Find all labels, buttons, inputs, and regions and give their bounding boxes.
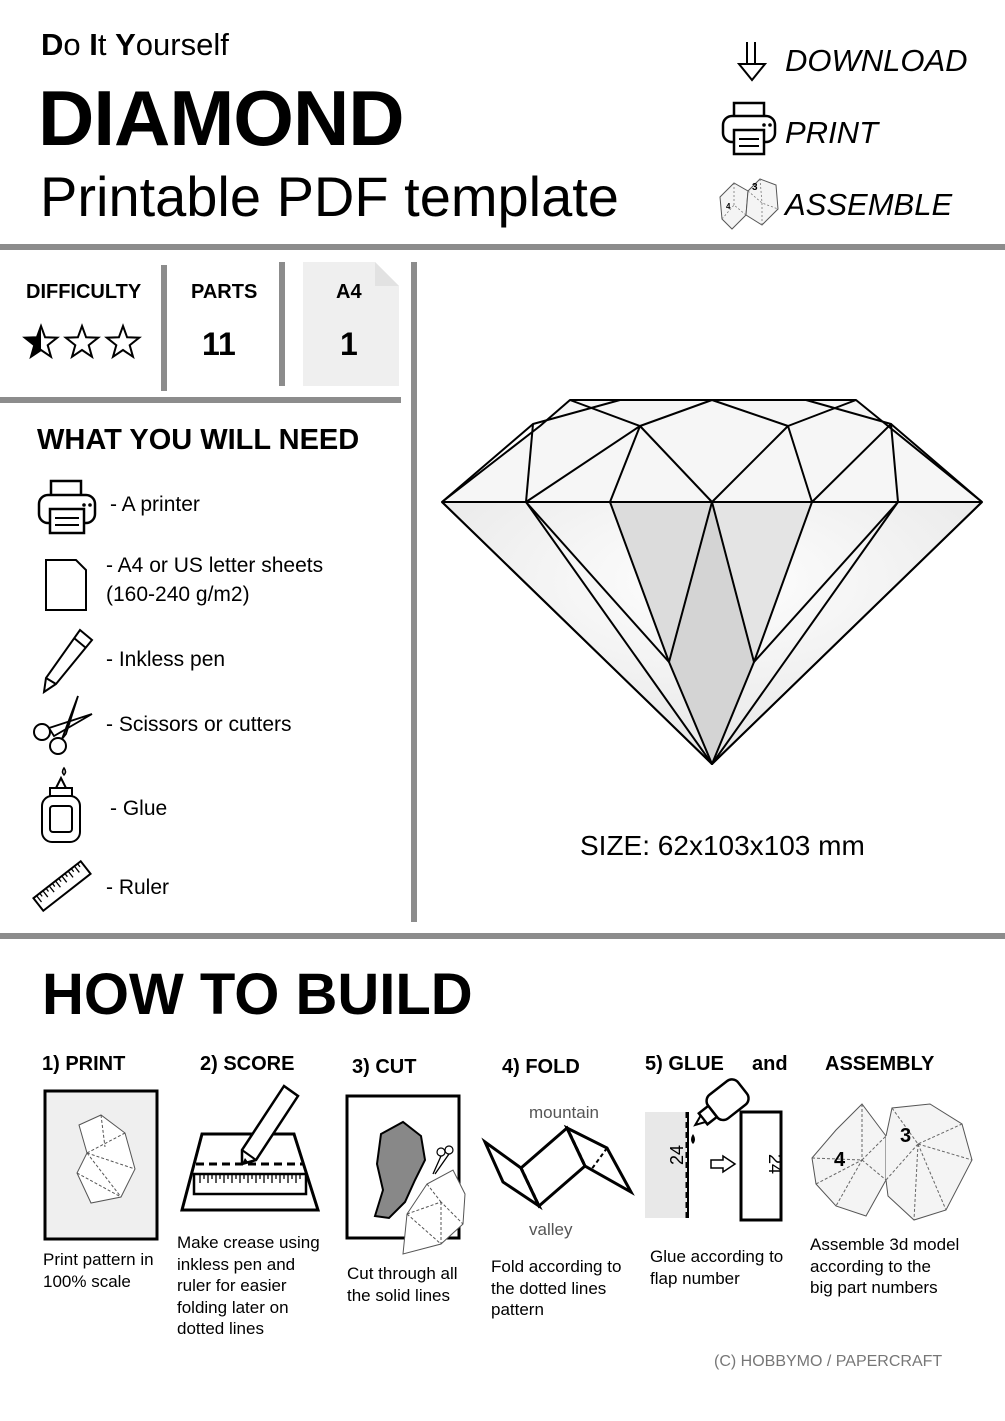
step-fold-desc-line3: pattern bbox=[491, 1300, 544, 1319]
step-score-desc-line1: Make crease using bbox=[177, 1233, 320, 1252]
need-printer: - A printer bbox=[110, 493, 200, 516]
step-cut-title: 3) CUT bbox=[352, 1056, 417, 1078]
step-score-title: 2) SCORE bbox=[200, 1053, 295, 1075]
model-size: SIZE: 62x103x103 mm bbox=[580, 830, 865, 861]
left-column-divider bbox=[411, 262, 417, 922]
step-print-title: 1) PRINT bbox=[42, 1053, 126, 1075]
step-and-word: and bbox=[752, 1053, 788, 1075]
printer-icon bbox=[720, 100, 778, 158]
page-title: DIAMOND bbox=[38, 74, 404, 162]
header-divider bbox=[0, 244, 1005, 250]
step-cut-desc bbox=[347, 1263, 458, 1306]
paper-sheet-icon bbox=[44, 558, 88, 612]
cut-step-illustration bbox=[345, 1094, 467, 1262]
papercraft-parts-icon bbox=[716, 175, 780, 233]
step-score-desc bbox=[177, 1232, 320, 1340]
step-assemble-label: ASSEMBLE bbox=[785, 187, 953, 222]
need-pen: - Inkless pen bbox=[106, 648, 226, 671]
print-step-illustration bbox=[43, 1089, 159, 1241]
glue-step-illustration bbox=[645, 1080, 785, 1226]
step-fold-desc bbox=[491, 1256, 621, 1321]
stats-divider bbox=[0, 397, 401, 403]
tagline-y: Y bbox=[115, 27, 136, 62]
step-download-label: DOWNLOAD bbox=[785, 43, 968, 78]
need-scissors: - Scissors or cutters bbox=[106, 713, 292, 736]
tagline-t: t bbox=[97, 27, 116, 62]
needs-title: WHAT YOU WILL NEED bbox=[37, 424, 360, 456]
star-outline bbox=[107, 326, 139, 357]
download-arrow-icon bbox=[735, 40, 769, 82]
flap-number-left: 24 bbox=[667, 1144, 687, 1165]
step-print-desc bbox=[43, 1249, 154, 1292]
tagline-ourself: ourself bbox=[135, 27, 229, 62]
step-assembly-desc-line1: Assemble 3d model bbox=[810, 1235, 960, 1254]
build-title: HOW TO BUILD bbox=[42, 962, 473, 1027]
tagline-o: o bbox=[63, 27, 90, 62]
part-number-b: 3 bbox=[900, 1125, 912, 1147]
need-ruler: - Ruler bbox=[106, 876, 170, 899]
step-assembly-desc bbox=[810, 1234, 959, 1299]
stats-divider-2 bbox=[279, 262, 285, 386]
pen-icon bbox=[40, 628, 96, 696]
svg-text:3: 3 bbox=[752, 182, 758, 193]
star-outline bbox=[66, 326, 98, 357]
need-sheets-line2: (160-240 g/m2) bbox=[106, 583, 250, 606]
fold-valley-label: valley bbox=[529, 1220, 573, 1239]
need-sheets-line1: - A4 or US letter sheets bbox=[106, 554, 324, 577]
step-glue-desc-line2: flap number bbox=[650, 1268, 740, 1288]
assembly-step-illustration bbox=[806, 1100, 976, 1226]
step-fold-desc-line1: Fold according to bbox=[491, 1257, 622, 1276]
part-number-a: 4 bbox=[834, 1149, 846, 1171]
glue-bottle-icon bbox=[38, 766, 84, 846]
step-cut-desc-line2: the solid lines bbox=[347, 1285, 451, 1305]
tagline-i: I bbox=[89, 27, 98, 62]
scissors-icon bbox=[30, 692, 96, 758]
step-assembly-title: ASSEMBLY bbox=[825, 1053, 935, 1075]
sheets-label: A4 bbox=[336, 281, 362, 303]
difficulty-label: DIFFICULTY bbox=[26, 281, 142, 303]
step-print-desc-line1: Print pattern in bbox=[43, 1250, 154, 1269]
page-subtitle: Printable PDF template bbox=[40, 165, 619, 228]
svg-text:4: 4 bbox=[726, 202, 731, 211]
fold-mountain-label: mountain bbox=[529, 1103, 599, 1122]
stats-divider-1 bbox=[161, 265, 167, 391]
step-fold-desc-line2: the dotted lines bbox=[491, 1278, 607, 1298]
copyright: (C) HOBBYMO / PAPERCRAFT bbox=[714, 1353, 943, 1370]
fold-step-illustration bbox=[481, 1122, 635, 1216]
parts-label: PARTS bbox=[191, 281, 258, 303]
step-glue-desc bbox=[650, 1246, 783, 1289]
build-divider bbox=[0, 933, 1005, 939]
score-step-illustration bbox=[180, 1082, 320, 1216]
step-glue-title: 5) GLUE bbox=[645, 1053, 724, 1075]
step-cut-desc-line1: Cut through all bbox=[347, 1264, 458, 1283]
parts-count: 11 bbox=[202, 326, 236, 362]
step-score-desc-line3: ruler for easier bbox=[177, 1276, 287, 1295]
step-print-desc-line2: 100% scale bbox=[43, 1271, 131, 1291]
step-assembly-desc-line3: big part numbers bbox=[810, 1278, 938, 1297]
printer-icon bbox=[36, 478, 98, 538]
step-print-label: PRINT bbox=[785, 115, 878, 150]
ruler-icon bbox=[30, 856, 94, 916]
tagline bbox=[41, 27, 229, 63]
sheets-count: 1 bbox=[340, 326, 358, 362]
tagline-d: D bbox=[41, 27, 64, 62]
diamond-model-illustration bbox=[436, 396, 988, 768]
step-score-desc-line2: inkless pen and bbox=[177, 1254, 296, 1274]
need-glue: - Glue bbox=[110, 797, 168, 820]
step-glue-desc-line1: Glue according to bbox=[650, 1247, 784, 1266]
difficulty-stars bbox=[24, 324, 144, 360]
step-assembly-desc-line2: according to the bbox=[810, 1256, 931, 1276]
step-score-desc-line4: folding later on bbox=[177, 1297, 289, 1317]
flap-number-right: 24 bbox=[765, 1154, 785, 1175]
step-fold-title: 4) FOLD bbox=[502, 1056, 580, 1078]
step-score-desc-line5: dotted lines bbox=[177, 1319, 264, 1338]
